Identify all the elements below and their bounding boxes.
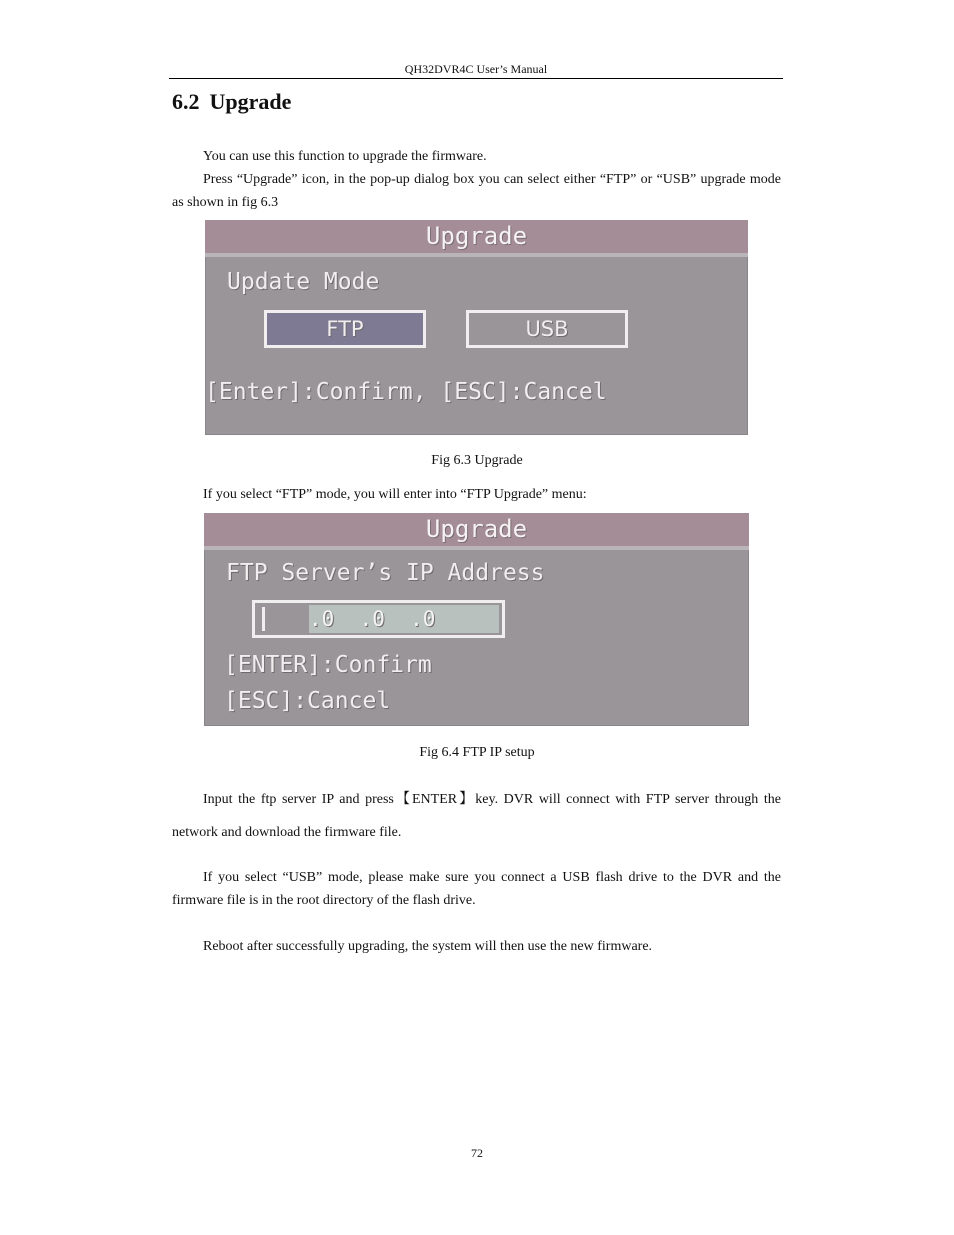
paragraph-input-ip: Input the ftp server IP and press【ENTER】key. DVR will connect with FTP server through the network and download the firmware file. <box>172 792 781 840</box>
osd-title: Upgrade <box>205 220 748 253</box>
osd-divider <box>205 253 748 257</box>
ftp-ip-screenshot <box>204 513 749 726</box>
ip-address-value: .0 .0 .0 <box>309 605 499 633</box>
paragraph-upgrade-icon: Press “Upgrade” icon, in the pop-up dialog box you can select either “FTP” or “USB” upgrade mode as shown in fig 6.3 <box>172 172 781 210</box>
update-mode-label: Update Mode <box>227 269 380 295</box>
esc-cancel-hint: [ESC]:Cancel <box>224 688 391 714</box>
running-header: QH32DVR4C User’s Manual <box>169 62 783 79</box>
paragraph-usb-mode: If you select “USB” mode, please make sure you connect a USB flash drive to the DVR and the firmware file is in the root directory of the flash drive. <box>172 870 781 908</box>
confirm-cancel-hint: [Enter]:Confirm, [ESC]:Cancel <box>205 379 607 405</box>
figure-caption-6-3: Fig 6.3 Upgrade <box>431 453 523 468</box>
section-number: 6.2 <box>172 89 200 114</box>
ip-address-input[interactable] <box>252 600 505 638</box>
ftp-mode-button[interactable]: FTP <box>264 310 426 348</box>
osd-divider <box>204 546 749 550</box>
section-title: Upgrade <box>209 89 292 114</box>
paragraph-ftp-mode: If you select “FTP” mode, you will enter into “FTP Upgrade” menu: <box>203 487 587 502</box>
paragraph-intro: You can use this function to upgrade the firmware. <box>203 149 487 164</box>
paragraph-reboot: Reboot after successfully upgrading, the system will then use the new firmware. <box>203 939 653 954</box>
upgrade-mode-screenshot <box>205 220 748 435</box>
osd-title: Upgrade <box>204 513 749 546</box>
text-cursor <box>262 607 265 631</box>
section-heading <box>172 89 291 115</box>
usb-mode-button[interactable]: USB <box>466 310 628 348</box>
figure-caption-6-4: Fig 6.4 FTP IP setup <box>419 745 535 760</box>
ftp-ip-label: FTP Server’s IP Address <box>226 560 545 586</box>
page-number: 72 <box>471 1146 483 1160</box>
enter-confirm-hint: [ENTER]:Confirm <box>224 652 432 678</box>
